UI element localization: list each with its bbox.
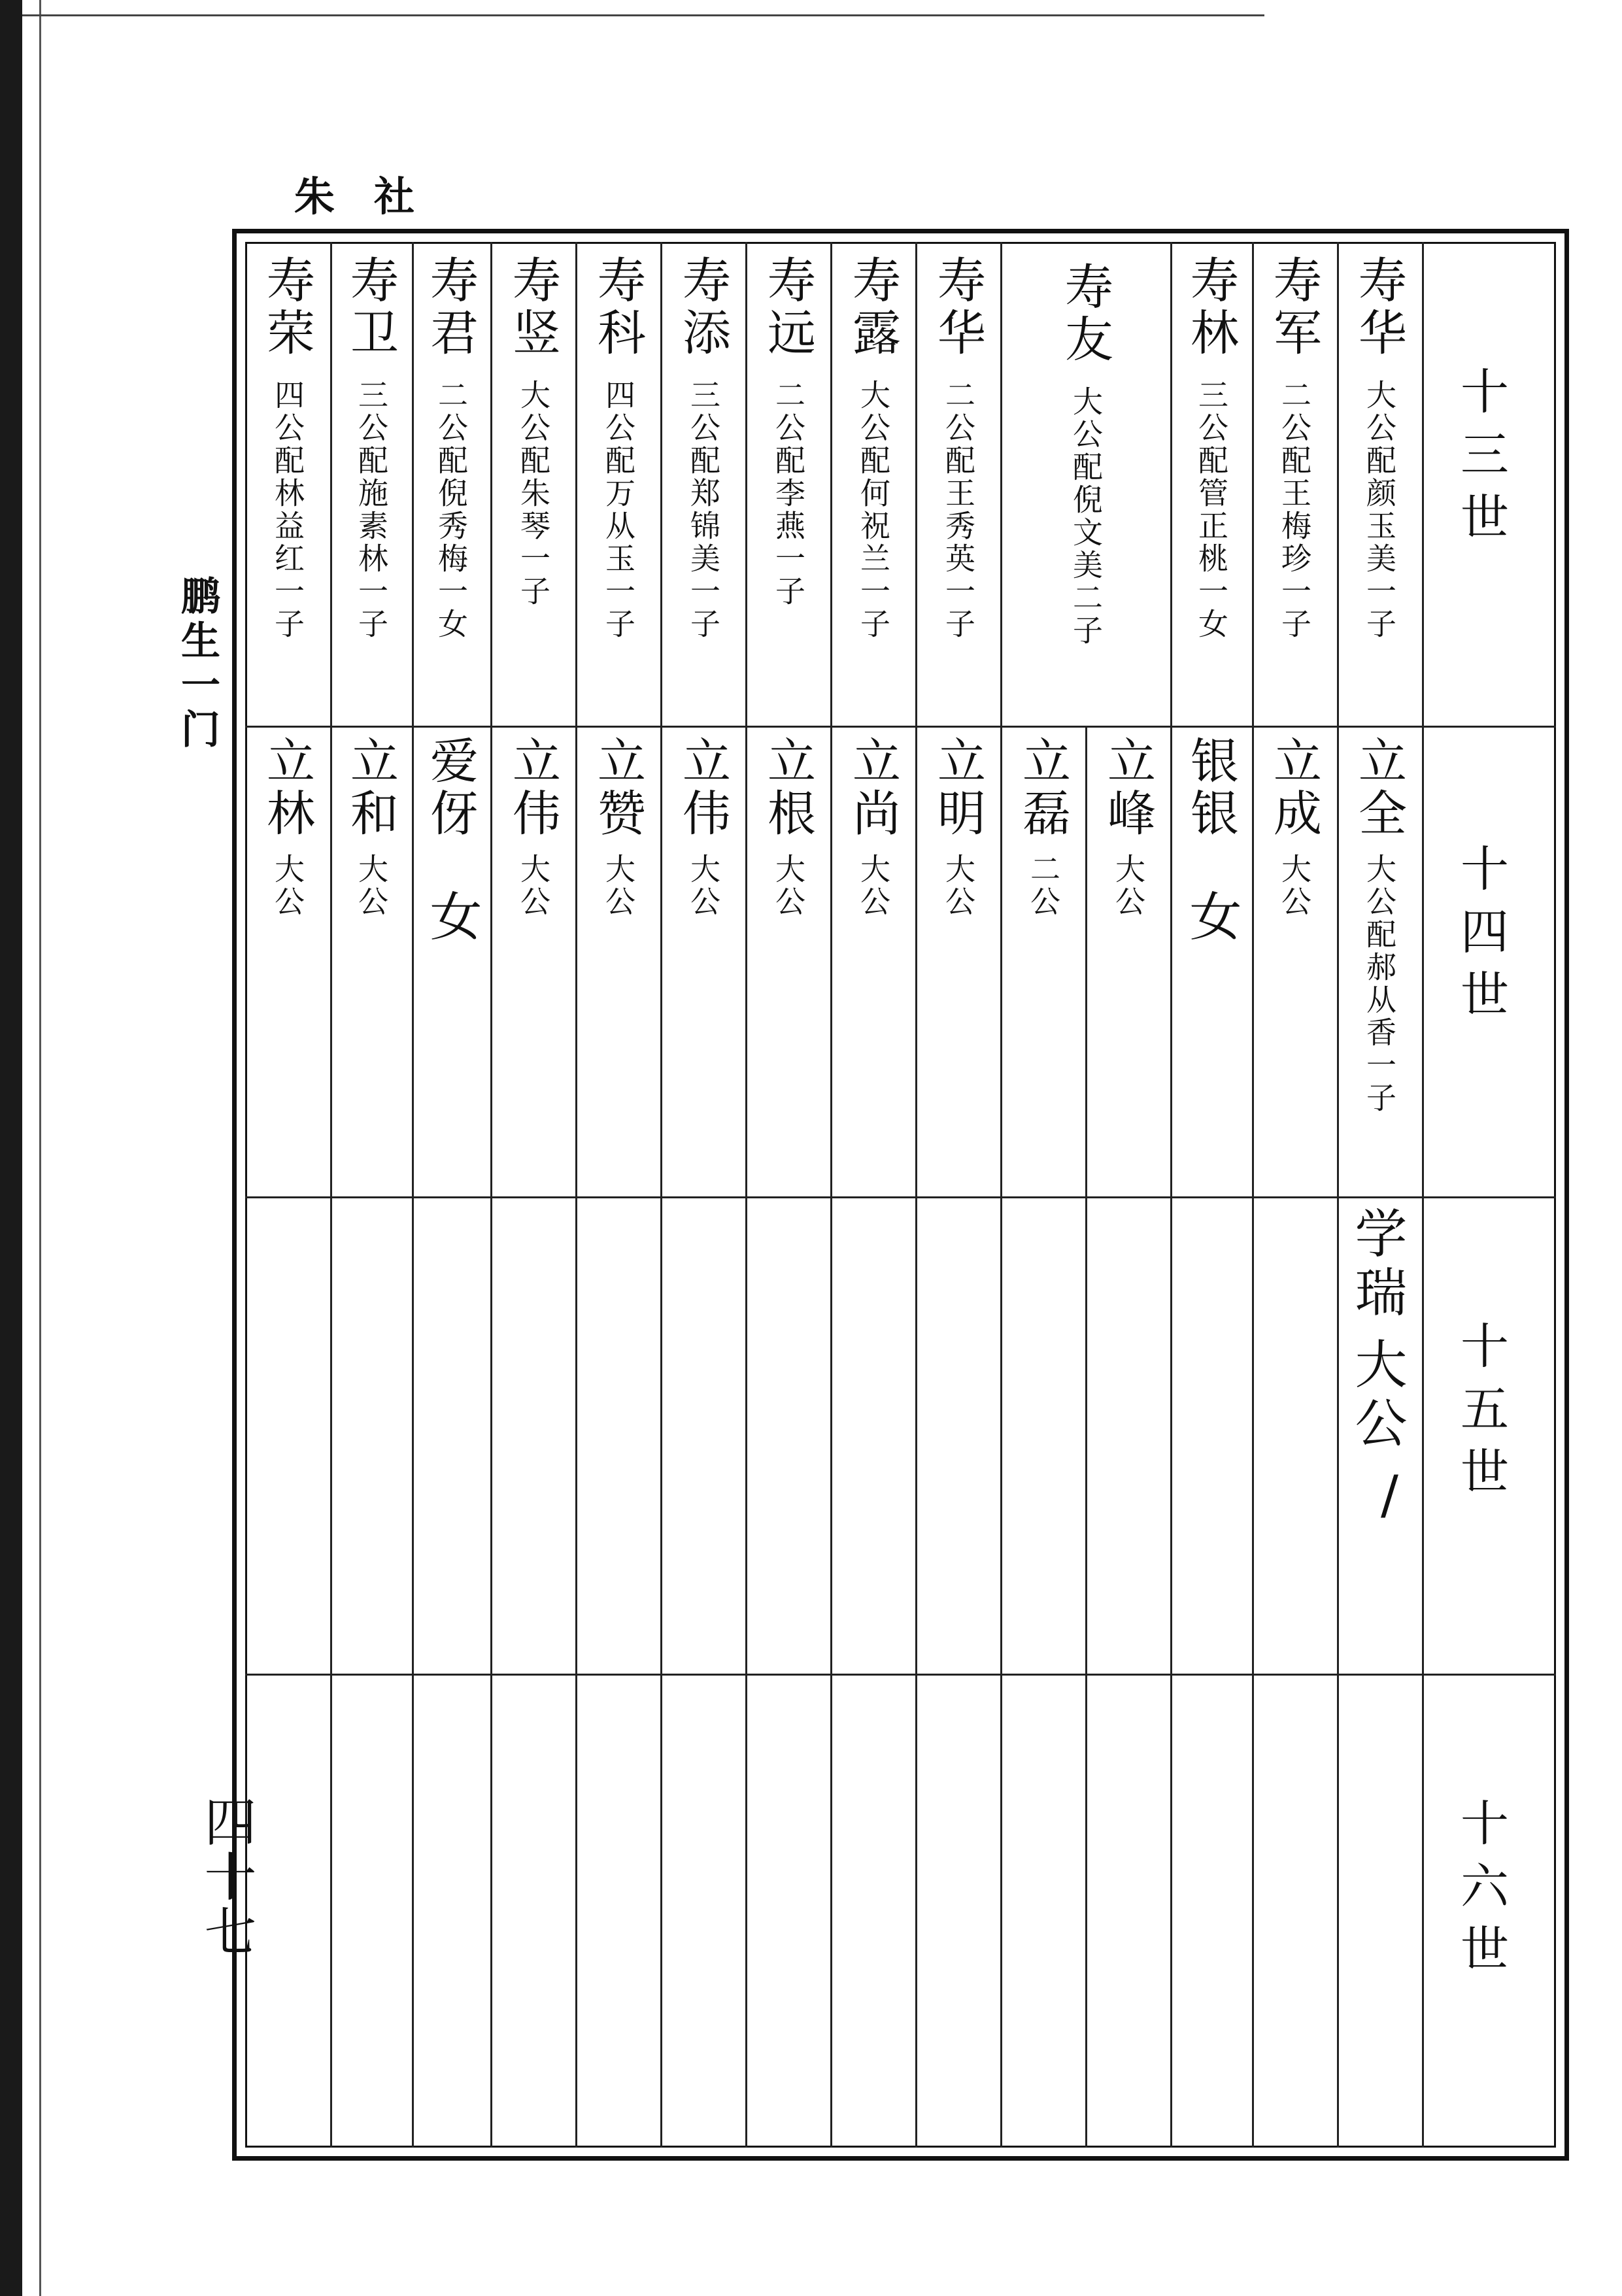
col-divider bbox=[575, 242, 577, 2148]
ancestor-spouse-note: 大公配倪文美二子 bbox=[1068, 386, 1104, 647]
ancestor-spouse-note: 大公配何祝兰一子 bbox=[856, 379, 891, 641]
ancestor-name: 寿远 bbox=[760, 255, 816, 360]
ancestor-name: 寿荣 bbox=[259, 255, 315, 360]
ancestor-name: 寿华 bbox=[930, 255, 986, 360]
child-name: 立尚 bbox=[845, 735, 901, 840]
ancestor-spouse-note: 二公配李燕一子 bbox=[771, 379, 806, 608]
child-note: 大公 bbox=[771, 853, 806, 919]
child-name: 立伟 bbox=[675, 735, 731, 840]
child-note: 大公配郝从香一子 bbox=[1362, 853, 1397, 1115]
child-note: 大公 bbox=[601, 853, 636, 919]
grandchild-name: 学瑞 bbox=[1346, 1206, 1407, 1324]
row-divider-1 bbox=[245, 726, 1556, 728]
col-divider bbox=[660, 242, 662, 2148]
child-name: 立峰 bbox=[1100, 735, 1156, 840]
ancestor-spouse-note: 大公配朱琴一子 bbox=[516, 379, 551, 608]
row-divider-2 bbox=[245, 1196, 1556, 1198]
child-note: 大公 bbox=[354, 853, 389, 919]
ancestor-spouse-note: 四公配万从玉一子 bbox=[601, 379, 636, 641]
ancestor-name: 寿添 bbox=[675, 255, 731, 360]
ancestor-spouse-note: 大公配颜玉美一子 bbox=[1362, 379, 1397, 641]
child-note: 大公 bbox=[516, 853, 551, 919]
ancestor-name: 寿华 bbox=[1351, 255, 1407, 360]
col-divider bbox=[412, 242, 414, 2148]
child-note: 大公 bbox=[686, 853, 721, 919]
col-divider-split bbox=[1085, 726, 1087, 2148]
book-binding-edge bbox=[0, 0, 22, 2296]
child-note: 大公 bbox=[856, 853, 891, 919]
child-note: 大公 bbox=[1111, 853, 1146, 919]
col-divider bbox=[1252, 242, 1254, 2148]
ancestor-spouse-note: 三公配施素林一子 bbox=[354, 379, 389, 641]
child-name: 立伟 bbox=[505, 735, 561, 840]
generation-label-15: 十五世 bbox=[1453, 1321, 1509, 1509]
col-divider bbox=[1337, 242, 1339, 2148]
col-divider bbox=[745, 242, 747, 2148]
page-header-title: 朱社 bbox=[294, 173, 454, 220]
ancestor-name: 寿友 bbox=[1057, 262, 1113, 366]
ancestor-name: 寿竖 bbox=[505, 255, 561, 360]
child-name: 立根 bbox=[760, 735, 816, 840]
child-name: 银银 bbox=[1183, 735, 1239, 840]
top-rule bbox=[22, 14, 1264, 16]
ancestor-name: 寿君 bbox=[422, 255, 479, 360]
ancestor-spouse-note: 二公配王秀英一子 bbox=[941, 379, 976, 641]
col-divider bbox=[1170, 242, 1172, 2148]
child-note: 大公 bbox=[270, 853, 305, 919]
generation-label-14: 十四世 bbox=[1453, 843, 1509, 1032]
child-name: 立和 bbox=[343, 735, 399, 840]
page-number: 四十七 bbox=[195, 1795, 256, 1959]
child-name: 立赞 bbox=[590, 735, 646, 840]
ancestor-spouse-note: 三公配管正桃一女 bbox=[1194, 379, 1229, 641]
col-divider bbox=[330, 242, 332, 2148]
grandchild-note: 大公 bbox=[1346, 1337, 1407, 1455]
child-name: 立全 bbox=[1351, 735, 1407, 840]
child-note: 二公 bbox=[1026, 853, 1061, 919]
child-note: 女 bbox=[421, 889, 482, 948]
binding-rule bbox=[39, 0, 41, 2296]
ancestor-spouse-note: 二公配王梅珍一子 bbox=[1277, 379, 1312, 641]
child-name: 立磊 bbox=[1015, 735, 1071, 840]
generation-label-16: 十六世 bbox=[1453, 1798, 1509, 1986]
child-note: 大公 bbox=[1277, 853, 1312, 919]
col-divider bbox=[915, 242, 917, 2148]
col-divider bbox=[1422, 242, 1424, 2148]
ancestor-spouse-note: 四公配林益红一子 bbox=[270, 379, 305, 641]
row-divider-3 bbox=[245, 1674, 1556, 1676]
ancestor-spouse-note: 二公配倪秀梅一女 bbox=[433, 379, 469, 641]
child-name: 立林 bbox=[259, 735, 315, 840]
ancestor-spouse-note: 三公配郑锦美一子 bbox=[686, 379, 721, 641]
col-divider bbox=[830, 242, 832, 2148]
ancestor-name: 寿科 bbox=[590, 255, 646, 360]
generation-label-13: 十三世 bbox=[1453, 366, 1509, 554]
child-note: 大公 bbox=[941, 853, 976, 919]
ancestor-name: 寿卫 bbox=[343, 255, 399, 360]
child-name: 立明 bbox=[930, 735, 986, 840]
ancestor-name: 寿露 bbox=[845, 255, 901, 360]
branch-side-label: 鹏生一门 bbox=[175, 575, 220, 753]
col-divider bbox=[1000, 242, 1002, 2148]
grandchild-mark: / bbox=[1359, 1464, 1420, 1532]
col-divider bbox=[490, 242, 492, 2148]
child-name: 爱伢 bbox=[422, 735, 479, 840]
child-name: 立成 bbox=[1266, 735, 1322, 840]
child-note: 女 bbox=[1181, 889, 1242, 948]
ancestor-name: 寿林 bbox=[1183, 255, 1239, 360]
ancestor-name: 寿军 bbox=[1266, 255, 1322, 360]
